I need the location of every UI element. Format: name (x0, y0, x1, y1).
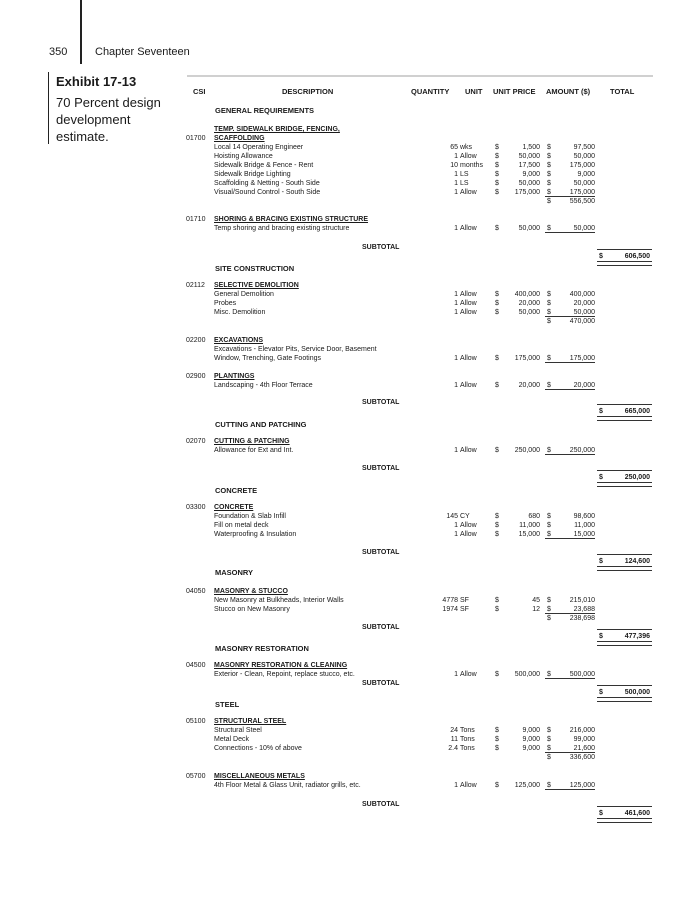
line-item-price-currency: $ (495, 513, 499, 520)
line-item-description: Local 14 Operating Engineer (214, 144, 304, 151)
line-item-description: Probes (214, 300, 237, 307)
group-title: SCAFFOLDING (214, 135, 265, 142)
line-item-quantity: 65 (450, 144, 458, 151)
line-item-amount: 175,000 (569, 162, 595, 169)
csi-code: 02900 (186, 373, 206, 380)
exhibit-caption: 70 Percent design development estimate. (56, 95, 161, 144)
group-title: MISCELLANEOUS METALS (214, 773, 305, 780)
line-item-price-currency: $ (495, 736, 499, 743)
subtotal-double-rule (597, 416, 652, 421)
line-item-amount-currency: $ (547, 597, 551, 604)
line-item-amount-currency: $ (547, 355, 551, 362)
line-item-unit-price: 400,000 (514, 291, 540, 298)
subtotal-rule (597, 404, 652, 405)
line-item-amount: 400,000 (569, 291, 595, 298)
line-item-quantity: 1 (454, 531, 458, 538)
line-item-unit-price: 50,000 (518, 180, 540, 187)
line-item-quantity: 1 (454, 671, 458, 678)
header-unit-price: UNIT PRICE (493, 87, 536, 96)
line-item-amount-currency: $ (547, 171, 551, 178)
line-item-description: Metal Deck (214, 736, 250, 743)
line-item-quantity: 1 (454, 355, 458, 362)
line-item-amount: 20,000 (573, 300, 595, 307)
subtotal-amount: 665,000 (624, 408, 650, 415)
subtotal-double-rule (597, 697, 652, 702)
subtotal-amount: 461,600 (624, 810, 650, 817)
line-item-quantity: 1 (454, 225, 458, 232)
line-item-amount: 11,000 (574, 522, 595, 529)
line-item-unit: LS (460, 180, 469, 187)
line-item-quantity: 1 (454, 782, 458, 789)
line-item-unit: SF (460, 606, 469, 613)
line-item-description: Fill on metal deck (214, 522, 269, 529)
line-item-quantity: 1 (454, 300, 458, 307)
line-item-unit-price: 175,000 (514, 355, 540, 362)
group-title: MASONRY RESTORATION & CLEANING (214, 662, 348, 669)
line-item-description: Structural Steel (214, 727, 262, 734)
line-item-amount: 125,000 (569, 782, 595, 789)
section-title: SITE CONSTRUCTION (215, 264, 295, 273)
page-number: 350 (49, 46, 68, 58)
amount-rule (545, 362, 595, 363)
line-item-description: Waterproofing & Insulation (214, 531, 297, 538)
header-divider (80, 0, 82, 64)
line-item-unit: Tons (460, 745, 475, 752)
line-item-amount-currency: $ (547, 522, 551, 529)
line-item-amount-currency: $ (547, 225, 551, 232)
csi-code: 02070 (186, 438, 206, 445)
line-item-amount-currency: $ (547, 513, 551, 520)
csi-code: 02112 (186, 282, 205, 289)
line-item-unit: Allow (460, 382, 477, 389)
header-csi: CSI (193, 87, 206, 96)
subtotal-label: SUBTOTAL (362, 624, 400, 631)
line-item-price-currency: $ (495, 291, 499, 298)
amount-rule (545, 678, 595, 679)
line-item-unit-price: 11,000 (519, 522, 540, 529)
subtotal-double-rule (597, 566, 652, 571)
line-item-unit-price: 250,000 (514, 447, 540, 454)
line-item-unit: Allow (460, 782, 477, 789)
subtotal-currency: $ (599, 810, 603, 817)
line-item-unit-price: 12 (532, 606, 540, 613)
line-item-amount-currency: $ (547, 180, 551, 187)
line-item-price-currency: $ (495, 745, 499, 752)
line-item-amount: 216,000 (569, 727, 595, 734)
line-item-amount: 9,000 (577, 171, 595, 178)
line-item-price-currency: $ (495, 606, 499, 613)
line-item-price-currency: $ (495, 300, 499, 307)
section-title: MASONRY (215, 568, 254, 577)
subtotal-label: SUBTOTAL (362, 465, 400, 472)
line-item-quantity: 1974 (442, 606, 458, 613)
line-item-amount-currency: $ (547, 531, 551, 538)
amount-rule (545, 538, 595, 539)
line-item-amount: 20,000 (573, 382, 595, 389)
exhibit-label: Exhibit 17-13 (56, 74, 137, 89)
group-title: MASONRY & STUCCO (214, 588, 288, 595)
line-item-amount: 98,600 (573, 513, 595, 520)
line-item-amount-currency: $ (547, 144, 551, 151)
line-item-unit-price: 9,000 (522, 745, 540, 752)
csi-code: 04500 (186, 662, 206, 669)
line-item-price-currency: $ (495, 180, 499, 187)
line-item-unit: Allow (460, 522, 477, 529)
group-title: SELECTIVE DEMOLITION (214, 282, 299, 289)
csi-code: 04050 (186, 588, 206, 595)
line-item-unit: months (460, 162, 483, 169)
section-title: CUTTING AND PATCHING (215, 420, 307, 429)
line-item-price-currency: $ (495, 309, 499, 316)
line-item-price-currency: $ (495, 225, 499, 232)
subtotal-currency: $ (599, 253, 603, 260)
line-item-quantity: 1 (454, 382, 458, 389)
line-item-unit-price: 9,000 (522, 736, 540, 743)
line-item-description: Sidewalk Bridge Lighting (214, 171, 291, 178)
line-item-unit: SF (460, 597, 469, 604)
line-item-description: Visual/Sound Control - South Side (214, 189, 321, 196)
line-item-unit: Tons (460, 727, 475, 734)
subtotal-label: SUBTOTAL (362, 680, 400, 687)
subtotal-currency: $ (599, 558, 603, 565)
line-item-quantity: 1 (454, 180, 458, 187)
line-item-amount: 99,000 (573, 736, 595, 743)
line-item-amount: 50,000 (573, 309, 595, 316)
line-item-unit-price: 50,000 (518, 225, 540, 232)
subtotal-amount: 124,600 (624, 558, 650, 565)
line-item-amount: 23,688 (573, 606, 595, 613)
line-item-unit: Allow (460, 671, 477, 678)
header-description: DESCRIPTION (282, 87, 334, 96)
line-item-quantity: 10 (450, 162, 458, 169)
line-item-amount-currency: $ (547, 606, 551, 613)
line-item-amount-currency: $ (547, 309, 551, 316)
subtotal-rule (597, 470, 652, 471)
header-quantity: QUANTITY (411, 87, 450, 96)
line-item-description: Sidewalk Bridge & Fence - Rent (214, 162, 314, 169)
line-item-description: Excavations - Elevator Pits, Service Door, Basement (214, 346, 377, 353)
subtotal-label: SUBTOTAL (362, 244, 400, 251)
amount-rule (545, 389, 595, 390)
csi-code: 01710 (186, 216, 206, 223)
line-item-amount-currency: $ (547, 745, 551, 752)
line-item-amount: 15,000 (573, 531, 595, 538)
line-item-amount-currency: $ (547, 291, 551, 298)
subtotal-currency: $ (599, 408, 603, 415)
line-item-unit-price: 9,000 (522, 727, 540, 734)
line-item-description: Landscaping - 4th Floor Terrace (214, 382, 313, 389)
line-item-unit-price: 20,000 (518, 382, 540, 389)
line-item-quantity: 2.4 (448, 745, 458, 752)
subtotal-amount: 606,500 (624, 253, 650, 260)
line-item-amount-currency: $ (547, 382, 551, 389)
line-item-description: Foundation & Slab Infill (214, 513, 286, 520)
chapter-title: Chapter Seventeen (95, 46, 190, 58)
line-item-description: Scaffolding & Netting - South Side (214, 180, 320, 187)
line-item-amount: 175,000 (569, 189, 595, 196)
csi-code: 01700 (186, 135, 206, 142)
group-title: TEMP. SIDEWALK BRIDGE, FENCING, (214, 126, 340, 133)
line-item-price-currency: $ (495, 447, 499, 454)
subtotal-currency: $ (599, 689, 603, 696)
header-total: TOTAL (610, 87, 635, 96)
subtotal-double-rule (597, 641, 652, 646)
line-item-unit: Allow (460, 189, 477, 196)
csi-code: 05700 (186, 773, 206, 780)
group-title: EXCAVATIONS (214, 337, 264, 344)
line-item-unit: wks (460, 144, 473, 151)
group-total-currency: $ (547, 318, 551, 325)
subtotal-double-rule (597, 261, 652, 266)
subtotal-amount: 500,000 (624, 689, 650, 696)
subtotal-rule (597, 249, 652, 250)
group-total-amount: 470,000 (569, 318, 595, 325)
line-item-unit-price: 175,000 (514, 189, 540, 196)
line-item-description: Stucco on New Masonry (214, 606, 290, 613)
amount-rule (545, 454, 595, 455)
group-total-amount: 556,500 (569, 198, 595, 205)
line-item-amount-currency: $ (547, 671, 551, 678)
line-item-unit: Tons (460, 736, 475, 743)
line-item-amount: 50,000 (573, 225, 595, 232)
line-item-amount: 250,000 (569, 447, 595, 454)
subtotal-rule (597, 685, 652, 686)
line-item-price-currency: $ (495, 162, 499, 169)
line-item-unit: LS (460, 171, 469, 178)
line-item-price-currency: $ (495, 153, 499, 160)
line-item-description: 4th Floor Metal & Glass Unit, radiator grills, etc. (214, 782, 361, 789)
line-item-quantity: 1 (454, 447, 458, 454)
section-title: MASONRY RESTORATION (215, 644, 309, 653)
subtotal-amount: 250,000 (624, 474, 650, 481)
line-item-description: Allowance for Ext and Int. (214, 447, 294, 454)
header-amount: AMOUNT ($) (546, 87, 591, 96)
line-item-amount-currency: $ (547, 782, 551, 789)
group-title: SHORING & BRACING EXISTING STRUCTURE (214, 216, 369, 223)
exhibit-divider (48, 72, 49, 144)
subtotal-label: SUBTOTAL (362, 549, 400, 556)
line-item-amount-currency: $ (547, 727, 551, 734)
line-item-amount-currency: $ (547, 153, 551, 160)
line-item-amount-currency: $ (547, 447, 551, 454)
line-item-amount: 21,600 (573, 745, 595, 752)
line-item-price-currency: $ (495, 597, 499, 604)
line-item-quantity: 1 (454, 189, 458, 196)
line-item-unit: Allow (460, 309, 477, 316)
line-item-description: Window, Trenching, Gate Footings (214, 355, 321, 362)
line-item-description: General Demolition (214, 291, 274, 298)
amount-rule (545, 232, 595, 233)
line-item-unit: Allow (460, 153, 477, 160)
line-item-quantity: 145 (446, 513, 458, 520)
subtotal-currency: $ (599, 633, 603, 640)
line-item-amount: 97,500 (573, 144, 595, 151)
subtotal-label: SUBTOTAL (362, 801, 400, 808)
line-item-price-currency: $ (495, 144, 499, 151)
subtotal-label: SUBTOTAL (362, 399, 400, 406)
line-item-amount-currency: $ (547, 162, 551, 169)
group-total-currency: $ (547, 754, 551, 761)
subtotal-double-rule (597, 482, 652, 487)
line-item-unit: Allow (460, 447, 477, 454)
line-item-unit-price: 1,500 (522, 144, 540, 151)
group-total-currency: $ (547, 198, 551, 205)
line-item-unit: Allow (460, 291, 477, 298)
line-item-unit-price: 17,500 (518, 162, 540, 169)
line-item-description: Hoisting Allowance (214, 153, 273, 160)
line-item-unit-price: 9,000 (522, 171, 540, 178)
line-item-unit-price: 500,000 (514, 671, 540, 678)
line-item-description: Connections - 10% of above (214, 745, 302, 752)
group-title: PLANTINGS (214, 373, 255, 380)
group-total-currency: $ (547, 615, 551, 622)
line-item-description: New Masonry at Bulkheads, Interior Walls (214, 597, 344, 604)
line-item-price-currency: $ (495, 727, 499, 734)
line-item-amount-currency: $ (547, 189, 551, 196)
line-item-price-currency: $ (495, 171, 499, 178)
csi-code: 03300 (186, 504, 206, 511)
line-item-quantity: 11 (450, 736, 458, 743)
section-title: GENERAL REQUIREMENTS (215, 106, 315, 115)
line-item-amount-currency: $ (547, 736, 551, 743)
line-item-description: Temp shoring and bracing existing structure (214, 225, 350, 232)
subtotal-rule (597, 806, 652, 807)
section-title: CONCRETE (215, 486, 258, 495)
line-item-amount: 175,000 (569, 355, 595, 362)
line-item-unit-price: 50,000 (518, 153, 540, 160)
line-item-amount-currency: $ (547, 300, 551, 307)
line-item-price-currency: $ (495, 382, 499, 389)
amount-rule (545, 789, 595, 790)
line-item-quantity: 4778 (442, 597, 458, 604)
line-item-unit-price: 680 (528, 513, 540, 520)
table-top-rule (187, 75, 653, 77)
line-item-amount: 215,010 (569, 597, 595, 604)
subtotal-currency: $ (599, 474, 603, 481)
group-title: CUTTING & PATCHING (214, 438, 290, 445)
line-item-unit-price: 45 (532, 597, 540, 604)
line-item-quantity: 1 (454, 291, 458, 298)
line-item-unit: Allow (460, 300, 477, 307)
line-item-quantity: 1 (454, 153, 458, 160)
line-item-price-currency: $ (495, 671, 499, 678)
group-total-amount: 336,600 (569, 754, 595, 761)
line-item-price-currency: $ (495, 189, 499, 196)
section-title: STEEL (215, 700, 240, 709)
line-item-amount: 50,000 (573, 153, 595, 160)
subtotal-rule (597, 629, 652, 630)
line-item-unit: Allow (460, 225, 477, 232)
line-item-amount: 50,000 (573, 180, 595, 187)
group-title: STRUCTURAL STEEL (214, 718, 287, 725)
line-item-description: Misc. Demolition (214, 309, 266, 316)
line-item-price-currency: $ (495, 355, 499, 362)
line-item-quantity: 1 (454, 522, 458, 529)
line-item-amount: 500,000 (569, 671, 595, 678)
line-item-price-currency: $ (495, 531, 499, 538)
subtotal-rule (597, 554, 652, 555)
line-item-unit-price: 15,000 (518, 531, 540, 538)
line-item-unit: CY (460, 513, 470, 520)
line-item-unit: Allow (460, 531, 477, 538)
line-item-quantity: 24 (450, 727, 458, 734)
csi-code: 05100 (186, 718, 206, 725)
subtotal-amount: 477,396 (624, 633, 650, 640)
header-unit: UNIT (465, 87, 483, 96)
line-item-price-currency: $ (495, 782, 499, 789)
group-total-amount: 238,698 (569, 615, 595, 622)
line-item-unit-price: 125,000 (514, 782, 540, 789)
line-item-price-currency: $ (495, 522, 499, 529)
line-item-unit-price: 20,000 (518, 300, 540, 307)
line-item-unit-price: 50,000 (518, 309, 540, 316)
subtotal-double-rule (597, 818, 652, 823)
group-title: CONCRETE (214, 504, 254, 511)
line-item-unit: Allow (460, 355, 477, 362)
line-item-quantity: 1 (454, 171, 458, 178)
line-item-description: Exterior - Clean, Repoint, replace stucco, etc. (214, 671, 355, 678)
csi-code: 02200 (186, 337, 206, 344)
line-item-quantity: 1 (454, 309, 458, 316)
